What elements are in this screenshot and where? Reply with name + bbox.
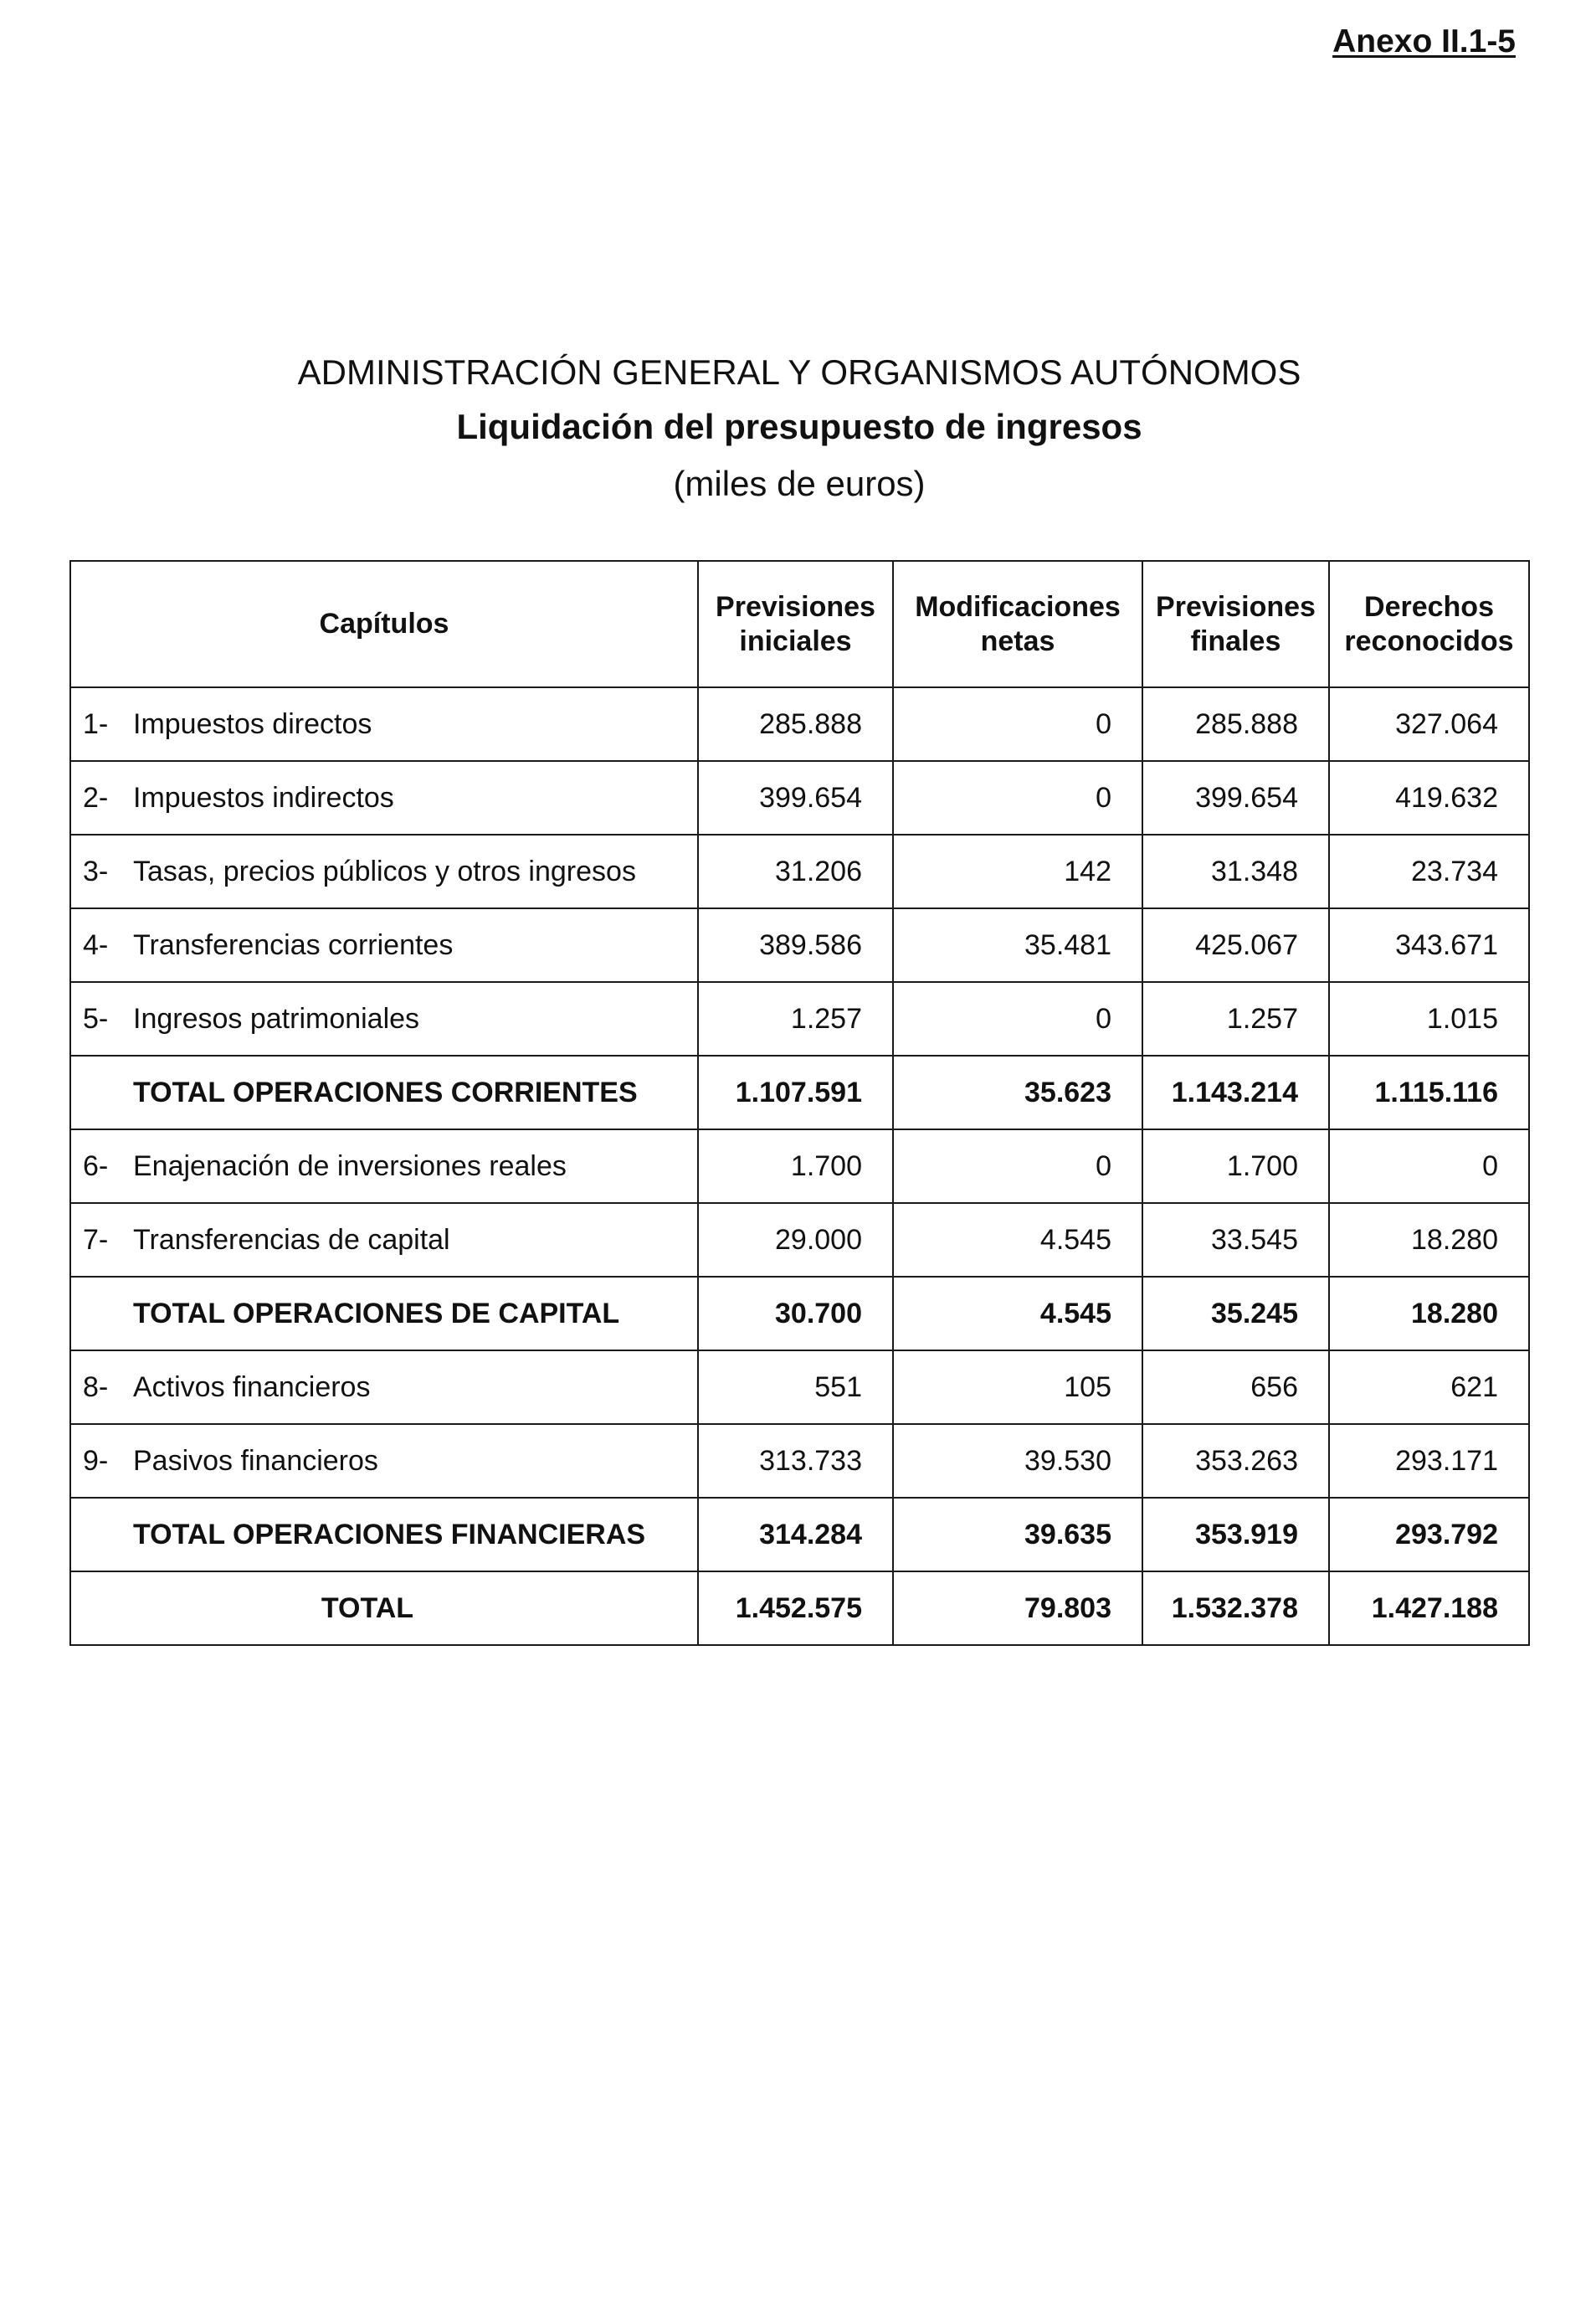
cell-derechos-reconocidos: 293.171 bbox=[1329, 1424, 1529, 1498]
cell-derechos-reconocidos: 1.015 bbox=[1329, 982, 1529, 1056]
chapter-number: 2- bbox=[83, 781, 109, 814]
subtotal-row bbox=[70, 1056, 1529, 1129]
column-header-label: reconocidos bbox=[1344, 625, 1514, 657]
subtotal-row bbox=[70, 1498, 1529, 1571]
cell-derechos-reconocidos: 621 bbox=[1329, 1350, 1529, 1424]
cell-previsiones-finales: 656 bbox=[1142, 1350, 1329, 1424]
grand-total-label: TOTAL bbox=[70, 1571, 698, 1645]
cell-derechos-reconocidos: 327.064 bbox=[1329, 687, 1529, 761]
cell-modificaciones-netas: 0 bbox=[893, 982, 1142, 1056]
cell-previsiones-iniciales: 1.700 bbox=[698, 1129, 893, 1203]
cell-previsiones-finales: 35.245 bbox=[1142, 1277, 1329, 1350]
cell-modificaciones-netas: 39.530 bbox=[893, 1424, 1142, 1498]
chapter-label: Ingresos patrimoniales bbox=[133, 1002, 420, 1035]
table-row bbox=[70, 1424, 1529, 1498]
column-header-label: Previsiones bbox=[1156, 590, 1316, 623]
cell-previsiones-iniciales: 551 bbox=[698, 1350, 893, 1424]
chapter-label: Activos financieros bbox=[133, 1370, 371, 1403]
cell-previsiones-finales: 31.348 bbox=[1142, 835, 1329, 908]
cell-previsiones-iniciales: 389.586 bbox=[698, 908, 893, 982]
cell-derechos-reconocidos: 343.671 bbox=[1329, 908, 1529, 982]
row-label-cell bbox=[70, 1350, 698, 1424]
cell-previsiones-finales: 33.545 bbox=[1142, 1203, 1329, 1277]
column-header-previsiones-iniciales bbox=[698, 561, 893, 687]
row-label-cell bbox=[70, 982, 698, 1056]
cell-previsiones-iniciales: 399.654 bbox=[698, 761, 893, 835]
row-label-cell bbox=[70, 687, 698, 761]
cell-previsiones-finales: 425.067 bbox=[1142, 908, 1329, 982]
chapter-number: 3- bbox=[83, 855, 109, 887]
row-label-cell bbox=[70, 1056, 698, 1129]
cell-previsiones-iniciales: 313.733 bbox=[698, 1424, 893, 1498]
row-label-cell bbox=[70, 761, 698, 835]
units-note: (miles de euros) bbox=[673, 464, 926, 503]
chapter-number: 6- bbox=[83, 1149, 109, 1182]
cell-modificaciones-netas: 4.545 bbox=[893, 1277, 1142, 1350]
column-header-label: iniciales bbox=[739, 625, 852, 657]
cell-previsiones-finales: 353.263 bbox=[1142, 1424, 1329, 1498]
page-title: ADMINISTRACIÓN GENERAL Y ORGANISMOS AUTÓNOMOS bbox=[297, 352, 1301, 392]
cell-previsiones-finales: 1.700 bbox=[1142, 1129, 1329, 1203]
cell-previsiones-finales: 1.143.214 bbox=[1142, 1056, 1329, 1129]
table-row bbox=[70, 687, 1529, 761]
row-label-cell bbox=[70, 1277, 698, 1350]
cell-modificaciones-netas: 0 bbox=[893, 687, 1142, 761]
cell-modificaciones-netas: 4.545 bbox=[893, 1203, 1142, 1277]
row-label-cell bbox=[70, 1203, 698, 1277]
chapter-number: 5- bbox=[83, 1002, 109, 1035]
column-header-label: finales bbox=[1190, 625, 1281, 657]
chapter-number: 7- bbox=[83, 1223, 109, 1256]
row-label-cell bbox=[70, 835, 698, 908]
document-header bbox=[0, 347, 1591, 512]
cell-derechos-reconocidos: 293.792 bbox=[1329, 1498, 1529, 1571]
chapter-number: 8- bbox=[83, 1370, 109, 1403]
cell-derechos-reconocidos: 1.427.188 bbox=[1329, 1571, 1529, 1645]
table-row bbox=[70, 761, 1529, 835]
column-header-modificaciones-netas bbox=[893, 561, 1142, 687]
table-header-row bbox=[70, 561, 1529, 687]
cell-modificaciones-netas: 39.635 bbox=[893, 1498, 1142, 1571]
cell-derechos-reconocidos: 18.280 bbox=[1329, 1203, 1529, 1277]
cell-previsiones-finales: 285.888 bbox=[1142, 687, 1329, 761]
column-header-label: Derechos bbox=[1364, 590, 1494, 623]
chapter-label: Impuestos directos bbox=[133, 707, 372, 740]
table-row bbox=[70, 835, 1529, 908]
cell-previsiones-iniciales: 1.257 bbox=[698, 982, 893, 1056]
chapter-label: Enajenación de inversiones reales bbox=[133, 1149, 567, 1182]
table-row bbox=[70, 982, 1529, 1056]
cell-previsiones-finales: 1.257 bbox=[1142, 982, 1329, 1056]
cell-previsiones-finales: 1.532.378 bbox=[1142, 1571, 1329, 1645]
row-label-cell bbox=[70, 908, 698, 982]
chapter-label: Pasivos financieros bbox=[133, 1444, 378, 1477]
table-row bbox=[70, 1203, 1529, 1277]
column-header-label: Previsiones bbox=[716, 590, 875, 623]
column-header-previsiones-finales bbox=[1142, 561, 1329, 687]
chapter-label: Transferencias de capital bbox=[133, 1223, 450, 1256]
cell-modificaciones-netas: 35.623 bbox=[893, 1056, 1142, 1129]
table-row bbox=[70, 908, 1529, 982]
chapter-number: 4- bbox=[83, 928, 109, 961]
cell-derechos-reconocidos: 0 bbox=[1329, 1129, 1529, 1203]
cell-previsiones-iniciales: 31.206 bbox=[698, 835, 893, 908]
row-label-cell bbox=[70, 1129, 698, 1203]
grand-total-row bbox=[70, 1571, 1529, 1645]
column-header-capitulos bbox=[70, 561, 698, 687]
table-row bbox=[70, 1350, 1529, 1424]
subtotal-label: TOTAL OPERACIONES DE CAPITAL bbox=[133, 1297, 620, 1329]
cell-previsiones-iniciales: 30.700 bbox=[698, 1277, 893, 1350]
chapter-label: Impuestos indirectos bbox=[133, 781, 394, 814]
column-header-label: netas bbox=[980, 625, 1055, 657]
chapter-label: Transferencias corrientes bbox=[133, 928, 454, 961]
cell-derechos-reconocidos: 18.280 bbox=[1329, 1277, 1529, 1350]
cell-modificaciones-netas: 0 bbox=[893, 1129, 1142, 1203]
cell-modificaciones-netas: 142 bbox=[893, 835, 1142, 908]
cell-previsiones-iniciales: 1.107.591 bbox=[698, 1056, 893, 1129]
chapter-label: Tasas, precios públicos y otros ingresos bbox=[133, 855, 636, 887]
cell-previsiones-finales: 399.654 bbox=[1142, 761, 1329, 835]
cell-modificaciones-netas: 35.481 bbox=[893, 908, 1142, 982]
cell-derechos-reconocidos: 1.115.116 bbox=[1329, 1056, 1529, 1129]
cell-previsiones-iniciales: 29.000 bbox=[698, 1203, 893, 1277]
subtotal-row bbox=[70, 1277, 1529, 1350]
row-label-cell bbox=[70, 1424, 698, 1498]
column-header-label: Modificaciones bbox=[915, 590, 1121, 623]
cell-previsiones-iniciales: 285.888 bbox=[698, 687, 893, 761]
subtotal-label: TOTAL OPERACIONES FINANCIERAS bbox=[133, 1518, 646, 1550]
row-label-cell bbox=[70, 1498, 698, 1571]
cell-previsiones-iniciales: 314.284 bbox=[698, 1498, 893, 1571]
income-budget-table bbox=[69, 560, 1530, 1646]
annex-label: Anexo II.1-5 bbox=[1332, 23, 1516, 59]
cell-modificaciones-netas: 105 bbox=[893, 1350, 1142, 1424]
subtotal-label: TOTAL OPERACIONES CORRIENTES bbox=[133, 1076, 638, 1108]
chapter-number: 9- bbox=[83, 1444, 109, 1477]
column-header-label: Capítulos bbox=[319, 608, 449, 640]
cell-derechos-reconocidos: 419.632 bbox=[1329, 761, 1529, 835]
cell-modificaciones-netas: 0 bbox=[893, 761, 1142, 835]
chapter-number: 1- bbox=[83, 707, 109, 740]
cell-previsiones-finales: 353.919 bbox=[1142, 1498, 1329, 1571]
column-header-derechos-reconocidos bbox=[1329, 561, 1529, 687]
cell-modificaciones-netas: 79.803 bbox=[893, 1571, 1142, 1645]
table-row bbox=[70, 1129, 1529, 1203]
cell-previsiones-iniciales: 1.452.575 bbox=[698, 1571, 893, 1645]
cell-derechos-reconocidos: 23.734 bbox=[1329, 835, 1529, 908]
page-subtitle: Liquidación del presupuesto de ingresos bbox=[456, 407, 1142, 446]
